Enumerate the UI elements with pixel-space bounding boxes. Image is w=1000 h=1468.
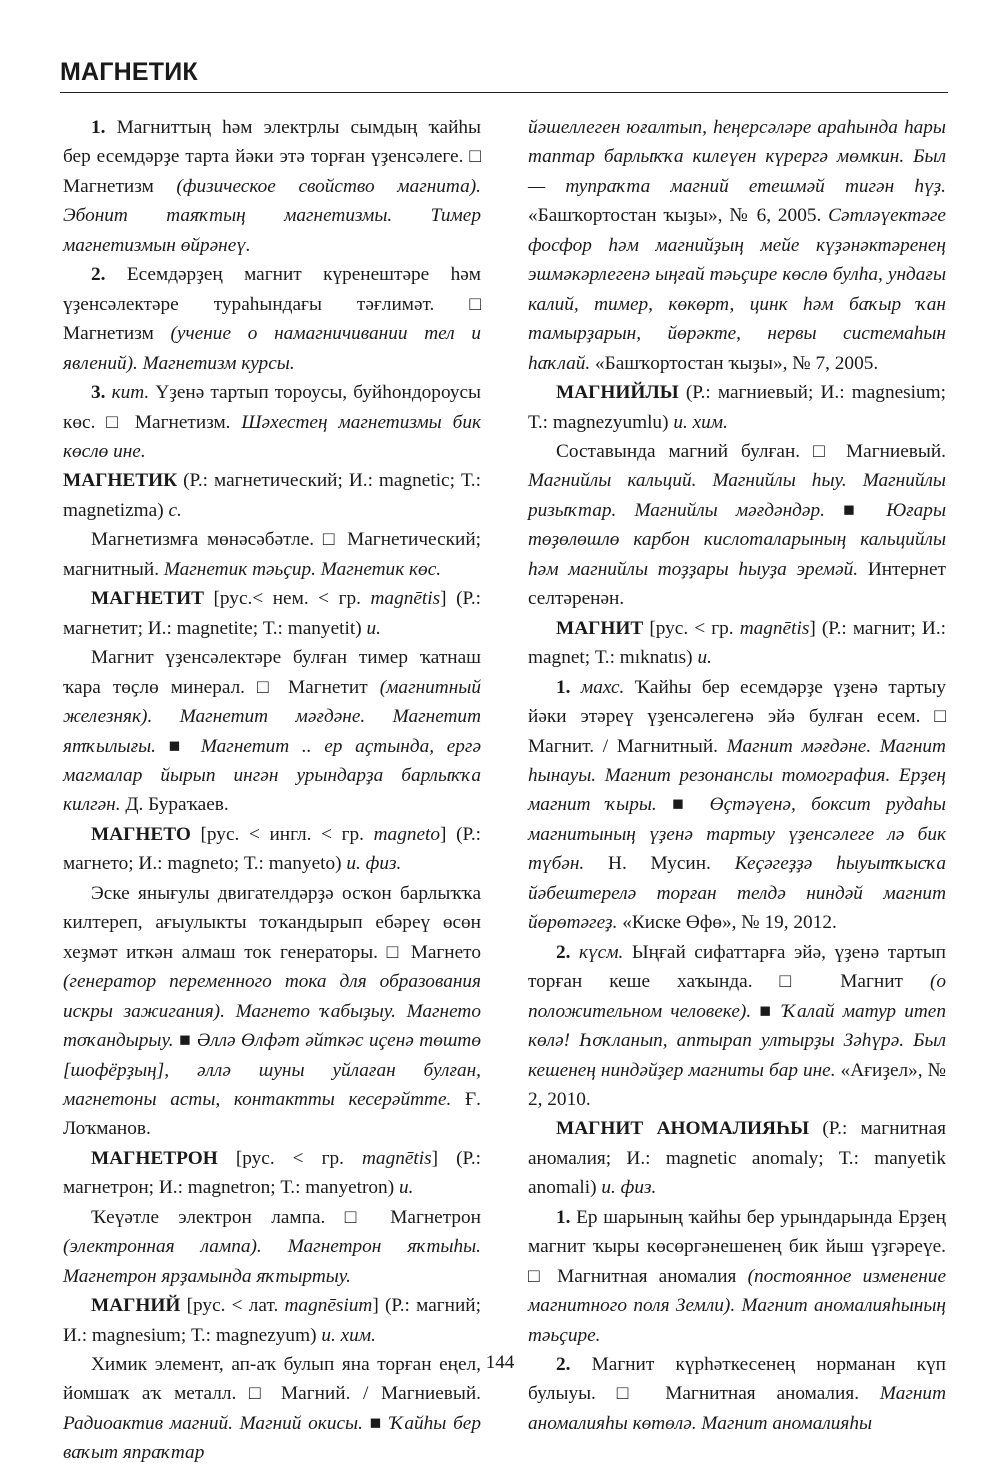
running-head: МАГНЕТИК <box>60 58 198 86</box>
sense-number: 2. <box>556 941 571 963</box>
text-run: ] (Р.: магнетрон; И.: magnetron; Т.: manyetron) <box>63 1147 481 1199</box>
sense-number: 2. <box>91 264 106 286</box>
text-run: ] (Р.: магнетит; И.: magnetite; Т.: manyetit) <box>63 588 481 639</box>
headword: МАГНИЙ <box>91 1295 181 1317</box>
text-run: ■ <box>362 1412 390 1434</box>
dictionary-paragraph <box>528 1114 946 1202</box>
text-run: [рус. < гр. <box>643 617 740 639</box>
dictionary-paragraph <box>63 525 481 584</box>
text-run: «Ағиҙел», № 2, 2010. <box>528 1059 947 1110</box>
italic-text: Кеҫәгеҙҙә һыуытҡысҡа йәбештерелә торған телдә ниндәй магнит йөрөтәгеҙ. <box>528 853 946 934</box>
right-column <box>528 113 946 1438</box>
sense-number: 2. <box>556 1354 571 1376</box>
italic-text: и. <box>366 617 381 639</box>
text-run: ] (Р.: магний; И.: magnesium; Т.: magnezyum) <box>63 1295 481 1346</box>
dictionary-paragraph <box>63 113 481 260</box>
text-run: ■ <box>656 794 710 816</box>
text-run: ■ <box>824 499 887 521</box>
italic-text: Өҫтәүенә, боксит рудаһы магнитының үҙенә тартыу үҙенсәлеге лә бик түбән. <box>528 794 946 875</box>
italic-text: и. <box>697 647 712 669</box>
dictionary-paragraph <box>528 437 946 614</box>
headword: МАГНЕТО <box>91 823 191 845</box>
headword: МАГНЕТИТ <box>91 588 204 610</box>
text-run: ] (Р.: магнето; И.: magneto; Т.: manyeto) <box>63 823 481 875</box>
italic-text: күсм. <box>579 941 624 963</box>
text-run: Магнит күрһәткесенең норманан күп булыуы. □ Магнитная аномалия. <box>528 1354 946 1405</box>
text-run: ■ <box>155 735 201 757</box>
text-run: [рус.< нем. < гр. <box>203 588 371 610</box>
italic-text: (учение о намагничивании тел и явлений). Магнетизм курсы. <box>63 323 481 374</box>
headword: МАГНЕТИК <box>63 470 178 492</box>
headword: МАГНИЙЛЫ <box>556 382 679 404</box>
italic-text: Магнетит .. ер аҫтында, ергә магмалар йырып ингән урындарҙа барлыҡҡа килгән. <box>63 735 481 816</box>
sense-number: 3. <box>91 382 106 404</box>
text-run: ■ <box>751 1000 783 1022</box>
text-run: [рус. < лат. <box>180 1295 285 1317</box>
text-run: Магнетизмға мөнәсәбәтле. □ Магнетический; магнитный. <box>63 529 481 580</box>
text-run <box>570 942 579 963</box>
italic-text: (генератор переменного тока для образования искры зажигания). Магнето ҡабыҙыу. Магнето тоҡандырыу. <box>63 971 481 1052</box>
text-run: ■ <box>173 1030 197 1052</box>
italic-text: Әллә Өлфәт әйткәс иҫенә төштө [шофёрҙың], әллә шуны уйлаған булған, магнетоны асты, контактты кесерәйтте. <box>63 1030 481 1110</box>
text-run: Үҙенә тартып тороусы, буйһондороусы көс. □ Магнетизм. <box>63 382 481 433</box>
italic-text: Радиоактив магний. Магний окисы. <box>63 1412 363 1434</box>
italic-text: Ҡалай матур итеп көлә! Һоҡланып, аптырап ултырҙы Зәһүрә. Был кешенең ниндәйҙер магниты бар ине. <box>528 1000 946 1081</box>
italic-text: и. физ. <box>346 853 402 875</box>
headword: МАГНЕТРОН <box>91 1147 218 1169</box>
italic-text: и. хим. <box>673 411 728 433</box>
dictionary-paragraph <box>63 820 481 879</box>
dictionary-paragraph <box>63 879 481 1144</box>
text-run: Составында магний булған. □ Магниевый. <box>556 440 946 462</box>
italic-text: с. <box>168 499 182 521</box>
italic-text: magnētis <box>739 617 810 639</box>
italic-text: и. <box>398 1177 414 1199</box>
headword: МАГНИТ АНОМАЛИЯҺЫ <box>556 1118 810 1140</box>
text-run: Д. Бураҡаев. <box>120 794 229 816</box>
sense-number: 1. <box>91 117 106 138</box>
italic-text: (физическое свойство магнита). Эбонит таяҡтың магнетизмы. Тимер магнетизмын өйрәнеү. <box>63 175 481 256</box>
header-rule <box>60 92 948 93</box>
text-run: Ҡайһы бер есемдәрҙе үҙенә тартыу йәки этәреү үҙенсәлегенә эйә булған есем. □ Магнит. / Магнитный. <box>528 676 946 757</box>
sense-number: 1. <box>556 676 571 698</box>
dictionary-paragraph <box>63 1291 481 1350</box>
italic-text: кит. <box>111 382 150 404</box>
dictionary-paragraph <box>63 260 481 378</box>
italic-text: (магнитный железняк). Магнетит мәғдәне. Магнетит ятҡылығы. <box>63 676 481 757</box>
text-run: (Р.: магниевый; И.: magnesium; Т.: magnezyumlu) <box>528 382 946 433</box>
italic-text: Юғары төҙөлөшлө карбон кислоталарының кальцийлы һәм магнийлы тоҙҙары һыуҙа эремәй. <box>528 499 946 580</box>
text-run: «Башҡортостан ҡыҙы», № 6, 2005. <box>528 205 829 227</box>
dictionary-paragraph <box>528 673 946 938</box>
dictionary-paragraph <box>528 938 946 1115</box>
italic-text: (электронная лампа). Магнетрон яҡтыһы. Магнетрон ярҙамында яҡтыртыу. <box>63 1236 481 1287</box>
text-run: Ҡеүәтле электрон лампа. □ Магнетрон <box>91 1206 481 1228</box>
italic-text: Шәхестең магнетизмы бик көслө ине. <box>63 411 481 462</box>
text-run: Есемдәрҙең магнит күренештәре һәм үҙенсәлектәре тураһындағы тәғлимәт. □ Магнетизм <box>63 264 481 345</box>
text-run: Интернет селтәренән. <box>528 558 946 610</box>
italic-text: (постоянное изменение магнитного поля Земли). Магнит аномалияһының тәьҫире. <box>528 1265 946 1346</box>
text-run: Ыңғай сифаттарға эйә, үҙенә тартып торған кеше хаҡында. □ Магнит <box>528 941 947 993</box>
sense-number: 1. <box>556 1206 571 1228</box>
text-run: Магниттың һәм электрлы сымдың ҡайһы бер есемдәрҙе тарта йәки этә торған үҙенсәлеге. □ Магнетизм <box>63 117 481 197</box>
text-run: Эске янығулы двигателдәрҙә осҡон барлыҡҡа килтереп, ағыулыкты тоҡандырып ебәреү өсөн хеҙмәт иткән алмаш ток генераторы. □ Магнето <box>63 882 481 963</box>
dictionary-paragraph <box>528 113 946 378</box>
text-run: (Р.: магнитная аномалия; И.: magnetic anomaly; Т.: manyetik anomali) <box>528 1118 946 1199</box>
text-run: Н. Мусин. <box>584 853 735 875</box>
dictionary-paragraph <box>63 584 481 643</box>
text-run: [рус. < ингл. < гр. <box>190 823 374 845</box>
dictionary-paragraph <box>63 466 481 525</box>
italic-text: magnēsium <box>284 1295 373 1317</box>
italic-text: Сәтләүектәге фосфор һәм магнийҙың мейе күҙәнәктәренең эшмәкәрлегенә ыңғай тәьҫире көслө булһа, ундағы калий, тимер, көкөрт, цинк һәм баҡыр ҡан тамырҙарын, йөрәкте, нервы системаһын һаҡлай. <box>528 205 946 374</box>
text-run <box>570 677 580 698</box>
text-run: «Башҡортостан ҡыҙы», № 7, 2005. <box>590 352 879 374</box>
text-run: [рус. < гр. <box>217 1147 362 1169</box>
italic-text: magneto <box>373 823 441 845</box>
headword: МАГНИТ <box>556 617 644 639</box>
italic-text: Магнетик тәьҫир. Магнетик көс. <box>163 558 442 580</box>
dictionary-paragraph <box>63 378 481 466</box>
dictionary-paragraph <box>528 378 946 437</box>
text-run: (Р.: магнетический; И.: magnetic; Т.: magnetizma) <box>63 470 481 521</box>
italic-text: и. хим. <box>321 1324 376 1346</box>
italic-text: йәшеллеген юғалтып, һеңерсәләре араһында һары таптар барлыҡҡа килеүен күрергә мөмкин. Был — тупраҡта магний етешмәй тигән һүҙ. <box>528 117 946 197</box>
dictionary-paragraph <box>528 1203 946 1350</box>
dictionary-paragraph <box>63 1203 481 1291</box>
italic-text: Магнит мәғдәне. Магнит һынауы. Магнит резонанслы томография. Ерҙең магнит ҡыры. <box>528 735 946 816</box>
dictionary-paragraph <box>63 1144 481 1203</box>
dictionary-paragraph <box>528 614 946 673</box>
text-run: Ғ. Лоҡманов. <box>63 1088 481 1140</box>
italic-text: Магнит аномалияһы көтөлә. Магнит аномалияһы <box>528 1383 946 1434</box>
dictionary-paragraph <box>63 643 481 820</box>
italic-text: Ҡайһы бер ваҡыт япраҡтар <box>63 1412 481 1464</box>
page-number: 144 <box>485 1352 515 1373</box>
text-run: Магнит үҙенсәлектәре булған тимер ҡатнаш ҡара төҫлө минерал. □ Магнетит <box>63 647 481 698</box>
text-run: ] (Р.: магнит; И.: magnet; Т.: mıknatıs) <box>528 617 946 669</box>
italic-text: Магнийлы кальций. Магнийлы һыу. Магнийлы ризыҡтар. Магнийлы мәғдәндәр. <box>528 470 946 521</box>
left-column <box>63 113 481 1468</box>
italic-text: махс. <box>580 676 625 698</box>
italic-text: (о положительном человеке). <box>528 971 946 1022</box>
italic-text: и. физ. <box>601 1177 657 1199</box>
text-run: «Киске Өфө», № 19, 2012. <box>617 912 837 934</box>
text-run: Химик элемент, ап-аҡ булып яна торған еңел, йомшаҡ аҡ металл. □ Магний. / Магниевый. <box>63 1354 481 1405</box>
italic-text: magnētis <box>362 1147 432 1169</box>
text-run: Ер шарының ҡайһы бер урындарында Ерҙең магнит ҡыры көсөргәнешенең бик йыш үҙгәреүе. □ Магнитная аномалия <box>528 1206 946 1287</box>
italic-text: magnētis <box>370 588 441 610</box>
